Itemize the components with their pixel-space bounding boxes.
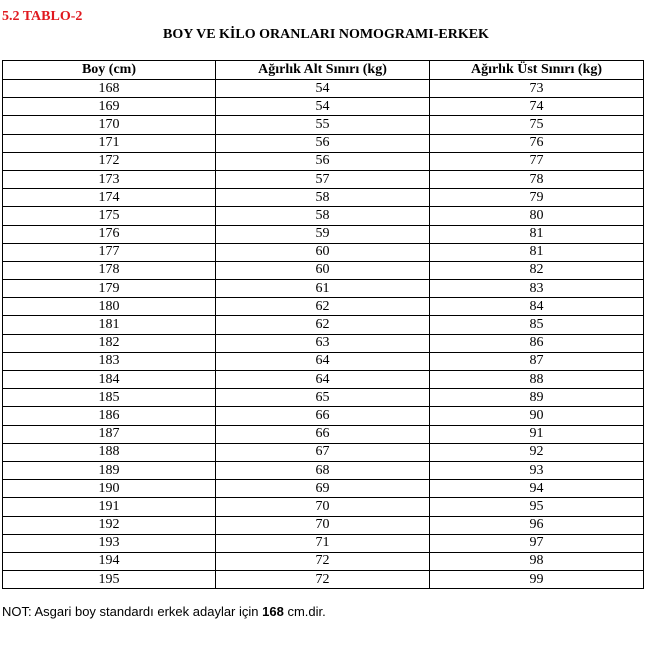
cell-height: 194 xyxy=(3,552,216,570)
cell-weight-max: 83 xyxy=(430,280,644,298)
cell-height: 195 xyxy=(3,571,216,589)
table-row xyxy=(3,571,644,589)
section-label: 5.2 TABLO-2 xyxy=(2,9,83,24)
cell-weight-max: 78 xyxy=(430,170,644,188)
table-row xyxy=(3,461,644,479)
cell-weight-max: 89 xyxy=(430,389,644,407)
cell-weight-max: 81 xyxy=(430,225,644,243)
cell-weight-max: 97 xyxy=(430,534,644,552)
cell-weight-min: 64 xyxy=(216,352,430,370)
cell-weight-max: 91 xyxy=(430,425,644,443)
cell-weight-max: 93 xyxy=(430,461,644,479)
page-title: BOY VE KİLO ORANLARI NOMOGRAMI-ERKEK xyxy=(163,27,489,42)
cell-height: 176 xyxy=(3,225,216,243)
cell-height: 192 xyxy=(3,516,216,534)
cell-weight-min: 65 xyxy=(216,389,430,407)
table-row xyxy=(3,334,644,352)
cell-weight-min: 60 xyxy=(216,243,430,261)
header-weight-max: Ağırlık Üst Sınırı (kg) xyxy=(430,61,644,80)
cell-weight-max: 92 xyxy=(430,443,644,461)
table-row xyxy=(3,134,644,152)
cell-height: 169 xyxy=(3,98,216,116)
cell-height: 181 xyxy=(3,316,216,334)
cell-weight-min: 57 xyxy=(216,170,430,188)
table-row xyxy=(3,189,644,207)
table-row xyxy=(3,389,644,407)
cell-height: 177 xyxy=(3,243,216,261)
cell-weight-max: 86 xyxy=(430,334,644,352)
cell-height: 171 xyxy=(3,134,216,152)
cell-weight-max: 74 xyxy=(430,98,644,116)
cell-height: 168 xyxy=(3,80,216,98)
table-row xyxy=(3,516,644,534)
cell-height: 174 xyxy=(3,189,216,207)
cell-weight-min: 66 xyxy=(216,425,430,443)
cell-height: 179 xyxy=(3,280,216,298)
table-row xyxy=(3,152,644,170)
table-row xyxy=(3,498,644,516)
table-row xyxy=(3,552,644,570)
table-row xyxy=(3,480,644,498)
cell-weight-max: 87 xyxy=(430,352,644,370)
cell-height: 184 xyxy=(3,371,216,389)
cell-weight-max: 85 xyxy=(430,316,644,334)
cell-weight-min: 59 xyxy=(216,225,430,243)
cell-height: 187 xyxy=(3,425,216,443)
cell-weight-min: 56 xyxy=(216,134,430,152)
table-row xyxy=(3,243,644,261)
table-row xyxy=(3,407,644,425)
table-row xyxy=(3,225,644,243)
cell-weight-min: 68 xyxy=(216,461,430,479)
cell-weight-max: 95 xyxy=(430,498,644,516)
cell-weight-max: 96 xyxy=(430,516,644,534)
table-row xyxy=(3,316,644,334)
cell-height: 188 xyxy=(3,443,216,461)
cell-weight-max: 82 xyxy=(430,261,644,279)
cell-weight-min: 62 xyxy=(216,298,430,316)
cell-weight-max: 79 xyxy=(430,189,644,207)
table-header-row xyxy=(3,61,644,80)
cell-weight-min: 55 xyxy=(216,116,430,134)
header-weight-min: Ağırlık Alt Sınırı (kg) xyxy=(216,61,430,80)
cell-weight-max: 98 xyxy=(430,552,644,570)
table-body xyxy=(3,80,644,589)
cell-height: 193 xyxy=(3,534,216,552)
cell-weight-min: 67 xyxy=(216,443,430,461)
cell-height: 180 xyxy=(3,298,216,316)
table-row xyxy=(3,298,644,316)
cell-weight-max: 76 xyxy=(430,134,644,152)
cell-weight-min: 72 xyxy=(216,571,430,589)
cell-weight-min: 69 xyxy=(216,480,430,498)
cell-height: 182 xyxy=(3,334,216,352)
footnote-value: 168 xyxy=(262,604,284,619)
cell-height: 173 xyxy=(3,170,216,188)
cell-weight-min: 62 xyxy=(216,316,430,334)
cell-weight-min: 61 xyxy=(216,280,430,298)
cell-weight-max: 88 xyxy=(430,371,644,389)
cell-weight-max: 81 xyxy=(430,243,644,261)
table-row xyxy=(3,170,644,188)
cell-height: 172 xyxy=(3,152,216,170)
cell-weight-min: 54 xyxy=(216,80,430,98)
cell-weight-min: 70 xyxy=(216,516,430,534)
header-height: Boy (cm) xyxy=(3,61,216,80)
table-row xyxy=(3,425,644,443)
cell-height: 189 xyxy=(3,461,216,479)
cell-weight-max: 84 xyxy=(430,298,644,316)
cell-height: 185 xyxy=(3,389,216,407)
cell-height: 186 xyxy=(3,407,216,425)
footnote-suffix: cm.dir. xyxy=(283,604,326,619)
cell-weight-min: 66 xyxy=(216,407,430,425)
cell-weight-max: 99 xyxy=(430,571,644,589)
table-row xyxy=(3,116,644,134)
cell-weight-min: 54 xyxy=(216,98,430,116)
table-row xyxy=(3,352,644,370)
table-row xyxy=(3,98,644,116)
cell-height: 170 xyxy=(3,116,216,134)
footnote xyxy=(2,604,326,619)
cell-height: 183 xyxy=(3,352,216,370)
nomogram-table xyxy=(2,60,644,589)
cell-height: 175 xyxy=(3,207,216,225)
cell-height: 191 xyxy=(3,498,216,516)
cell-weight-min: 64 xyxy=(216,371,430,389)
table-row xyxy=(3,534,644,552)
cell-weight-max: 80 xyxy=(430,207,644,225)
cell-height: 190 xyxy=(3,480,216,498)
cell-weight-min: 58 xyxy=(216,207,430,225)
cell-weight-min: 56 xyxy=(216,152,430,170)
cell-weight-min: 72 xyxy=(216,552,430,570)
cell-weight-max: 77 xyxy=(430,152,644,170)
table-row xyxy=(3,207,644,225)
cell-weight-max: 90 xyxy=(430,407,644,425)
cell-weight-min: 60 xyxy=(216,261,430,279)
cell-weight-min: 58 xyxy=(216,189,430,207)
table-row xyxy=(3,443,644,461)
table-row xyxy=(3,261,644,279)
cell-weight-max: 73 xyxy=(430,80,644,98)
cell-weight-min: 70 xyxy=(216,498,430,516)
cell-weight-min: 63 xyxy=(216,334,430,352)
table-row xyxy=(3,80,644,98)
table-row xyxy=(3,371,644,389)
cell-weight-max: 94 xyxy=(430,480,644,498)
table-row xyxy=(3,280,644,298)
cell-weight-min: 71 xyxy=(216,534,430,552)
cell-weight-max: 75 xyxy=(430,116,644,134)
footnote-prefix: NOT: Asgari boy standardı erkek adaylar için xyxy=(2,604,263,619)
cell-height: 178 xyxy=(3,261,216,279)
